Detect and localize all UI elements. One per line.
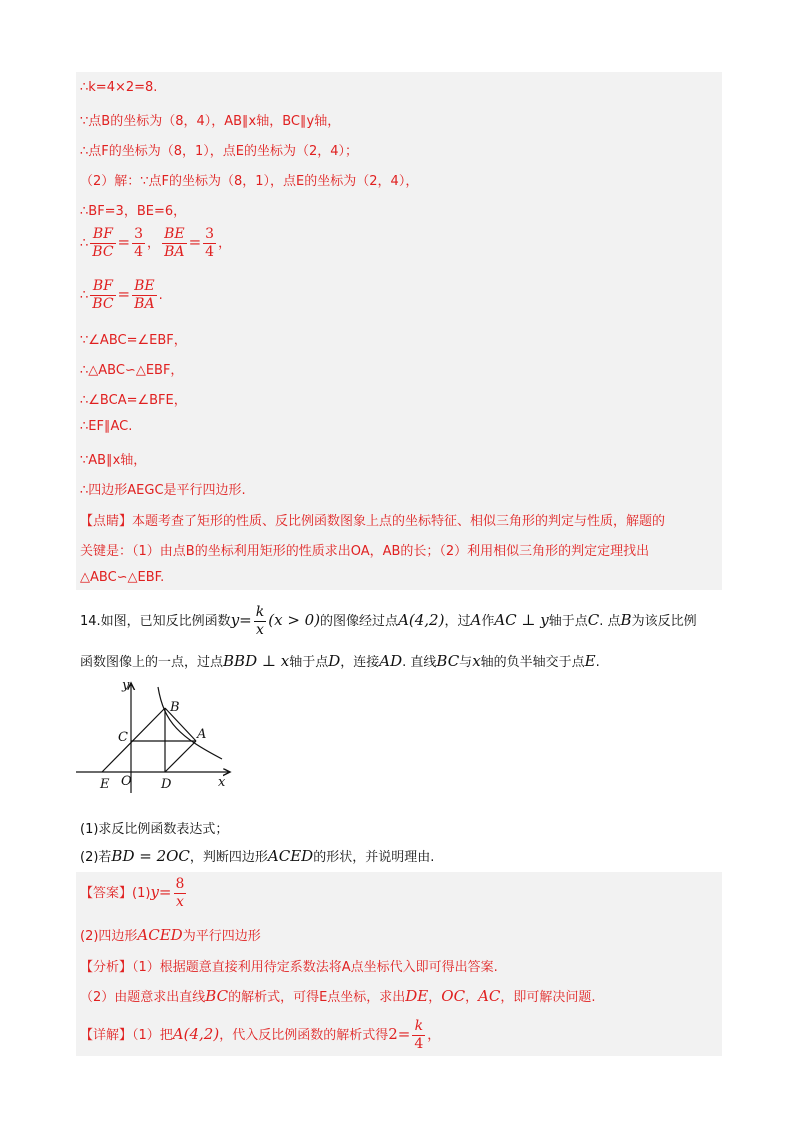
fraction-8-x: $\frac{8}{x}$	[175, 876, 185, 910]
solution-line-3: ∴点F的坐标为（8，1），点E的坐标为（2，4）；	[80, 144, 359, 159]
problem-line-1: 14.如图，已知反比例函数y= $\frac{k}{x}$ (x > 0)的图像经过点A(4,2)，过A作AC ⊥ y轴于点C. 点B为该反比例	[80, 604, 697, 638]
fraction-k-4: $\frac{k}{4}$	[414, 1018, 424, 1052]
answer-line-1: 【答案】(1)y= $\frac{8}{x}$	[80, 876, 185, 910]
answer-line-2: (2)四边形ACED为平行四边形	[80, 926, 261, 944]
label-x: x	[218, 775, 226, 790]
comment-line-3: △ABC∽△EBF.	[80, 570, 165, 585]
question-1: (1)求反比例函数表达式；	[80, 822, 229, 837]
line-ec-b	[102, 708, 165, 772]
solution-line-2: ∵点B的坐标为（8，4），AB∥x轴，BC∥y轴，	[80, 114, 341, 129]
problem-line-2: 函数图像上的一点，过点BBD ⊥ x轴于点D，连接AD. 直线BC与x轴的负半轴交于点E.	[80, 652, 600, 670]
solution-line-6: ∴ $\frac{BF}{BC}$ = $\frac{3}{4}$ ， $\frac{BE}{BA}$ = $\frac{3}{4}$ ，	[80, 226, 232, 260]
fraction-k-x: $\frac{k}{x}$	[255, 604, 265, 638]
solution-line-9: ∴△ABC∽△EBF，	[80, 363, 184, 378]
fraction-3-4-b: $\frac{3}{4}$	[205, 226, 215, 260]
label-o: O	[121, 774, 132, 789]
solution-line-10: ∴∠BCA=∠BFE，	[80, 393, 187, 408]
segment-ad	[165, 741, 196, 772]
answer-tag: 【答案】	[80, 886, 133, 901]
label-e: E	[100, 777, 110, 792]
solution-line-4: （2）解：∵点F的坐标为（8，1），点E的坐标为（2，4），	[80, 174, 419, 189]
hyperbola-curve	[158, 687, 222, 759]
comment-line-1: 【点睛】本题考查了矩形的性质、反比例函数图象上点的坐标特征、相似三角形的判定与性质，解题的	[80, 514, 666, 529]
fraction-3-4: $\frac{3}{4}$	[134, 226, 144, 260]
detail-tag: 【详解】	[80, 1028, 133, 1043]
fraction-bf-bc: $\frac{BF}{BC}$	[92, 226, 114, 260]
label-y: y	[122, 678, 130, 693]
analysis-tag: 【分析】	[80, 960, 133, 975]
comment-tag: 【点睛】	[80, 514, 133, 529]
label-d: D	[161, 777, 172, 792]
fraction-bf-bc-2: $\frac{BF}{BC}$	[92, 278, 114, 312]
detail-line-1: 【详解】（1）把A(4,2)，代入反比例函数的解析式得2= $\frac{k}{4}$ ，	[80, 1018, 441, 1052]
label-b: B	[170, 700, 180, 715]
analysis-line-2: （2）由题意求出直线BC的解析式，可得E点坐标，求出DE，OC，AC，即可解决问题.	[80, 987, 596, 1005]
fraction-be-ba-2: $\frac{BE}{BA}$	[134, 278, 155, 312]
solution-line-8: ∵∠ABC=∠EBF，	[80, 333, 187, 348]
solution-line-7: ∴ $\frac{BF}{BC}$ = $\frac{BE}{BA}$ .	[80, 278, 163, 312]
solution-line-12: ∵AB∥x轴，	[80, 453, 147, 468]
fraction-be-ba: $\frac{BE}{BA}$	[164, 226, 185, 260]
label-a: A	[197, 727, 207, 742]
solution-line-11: ∴EF∥AC.	[80, 419, 133, 434]
geometry-figure	[70, 675, 240, 800]
solution-line-5: ∴BF=3，BE=6，	[80, 204, 187, 219]
solution-line-1: ∴k=4×2=8.	[80, 80, 158, 95]
solution-line-13: ∴四边形AEGC是平行四边形.	[80, 483, 246, 498]
label-c: C	[118, 730, 128, 745]
question-2: (2)若BD = 2OC，判断四边形ACED的形状，并说明理由.	[80, 847, 435, 865]
analysis-line-1: 【分析】（1）根据题意直接利用待定系数法将A点坐标代入即可得出答案.	[80, 960, 498, 975]
comment-line-2: 关键是：（1）由点B的坐标利用矩形的性质求出OA，AB的长；（2）利用相似三角形的判定定理找出	[80, 544, 650, 559]
